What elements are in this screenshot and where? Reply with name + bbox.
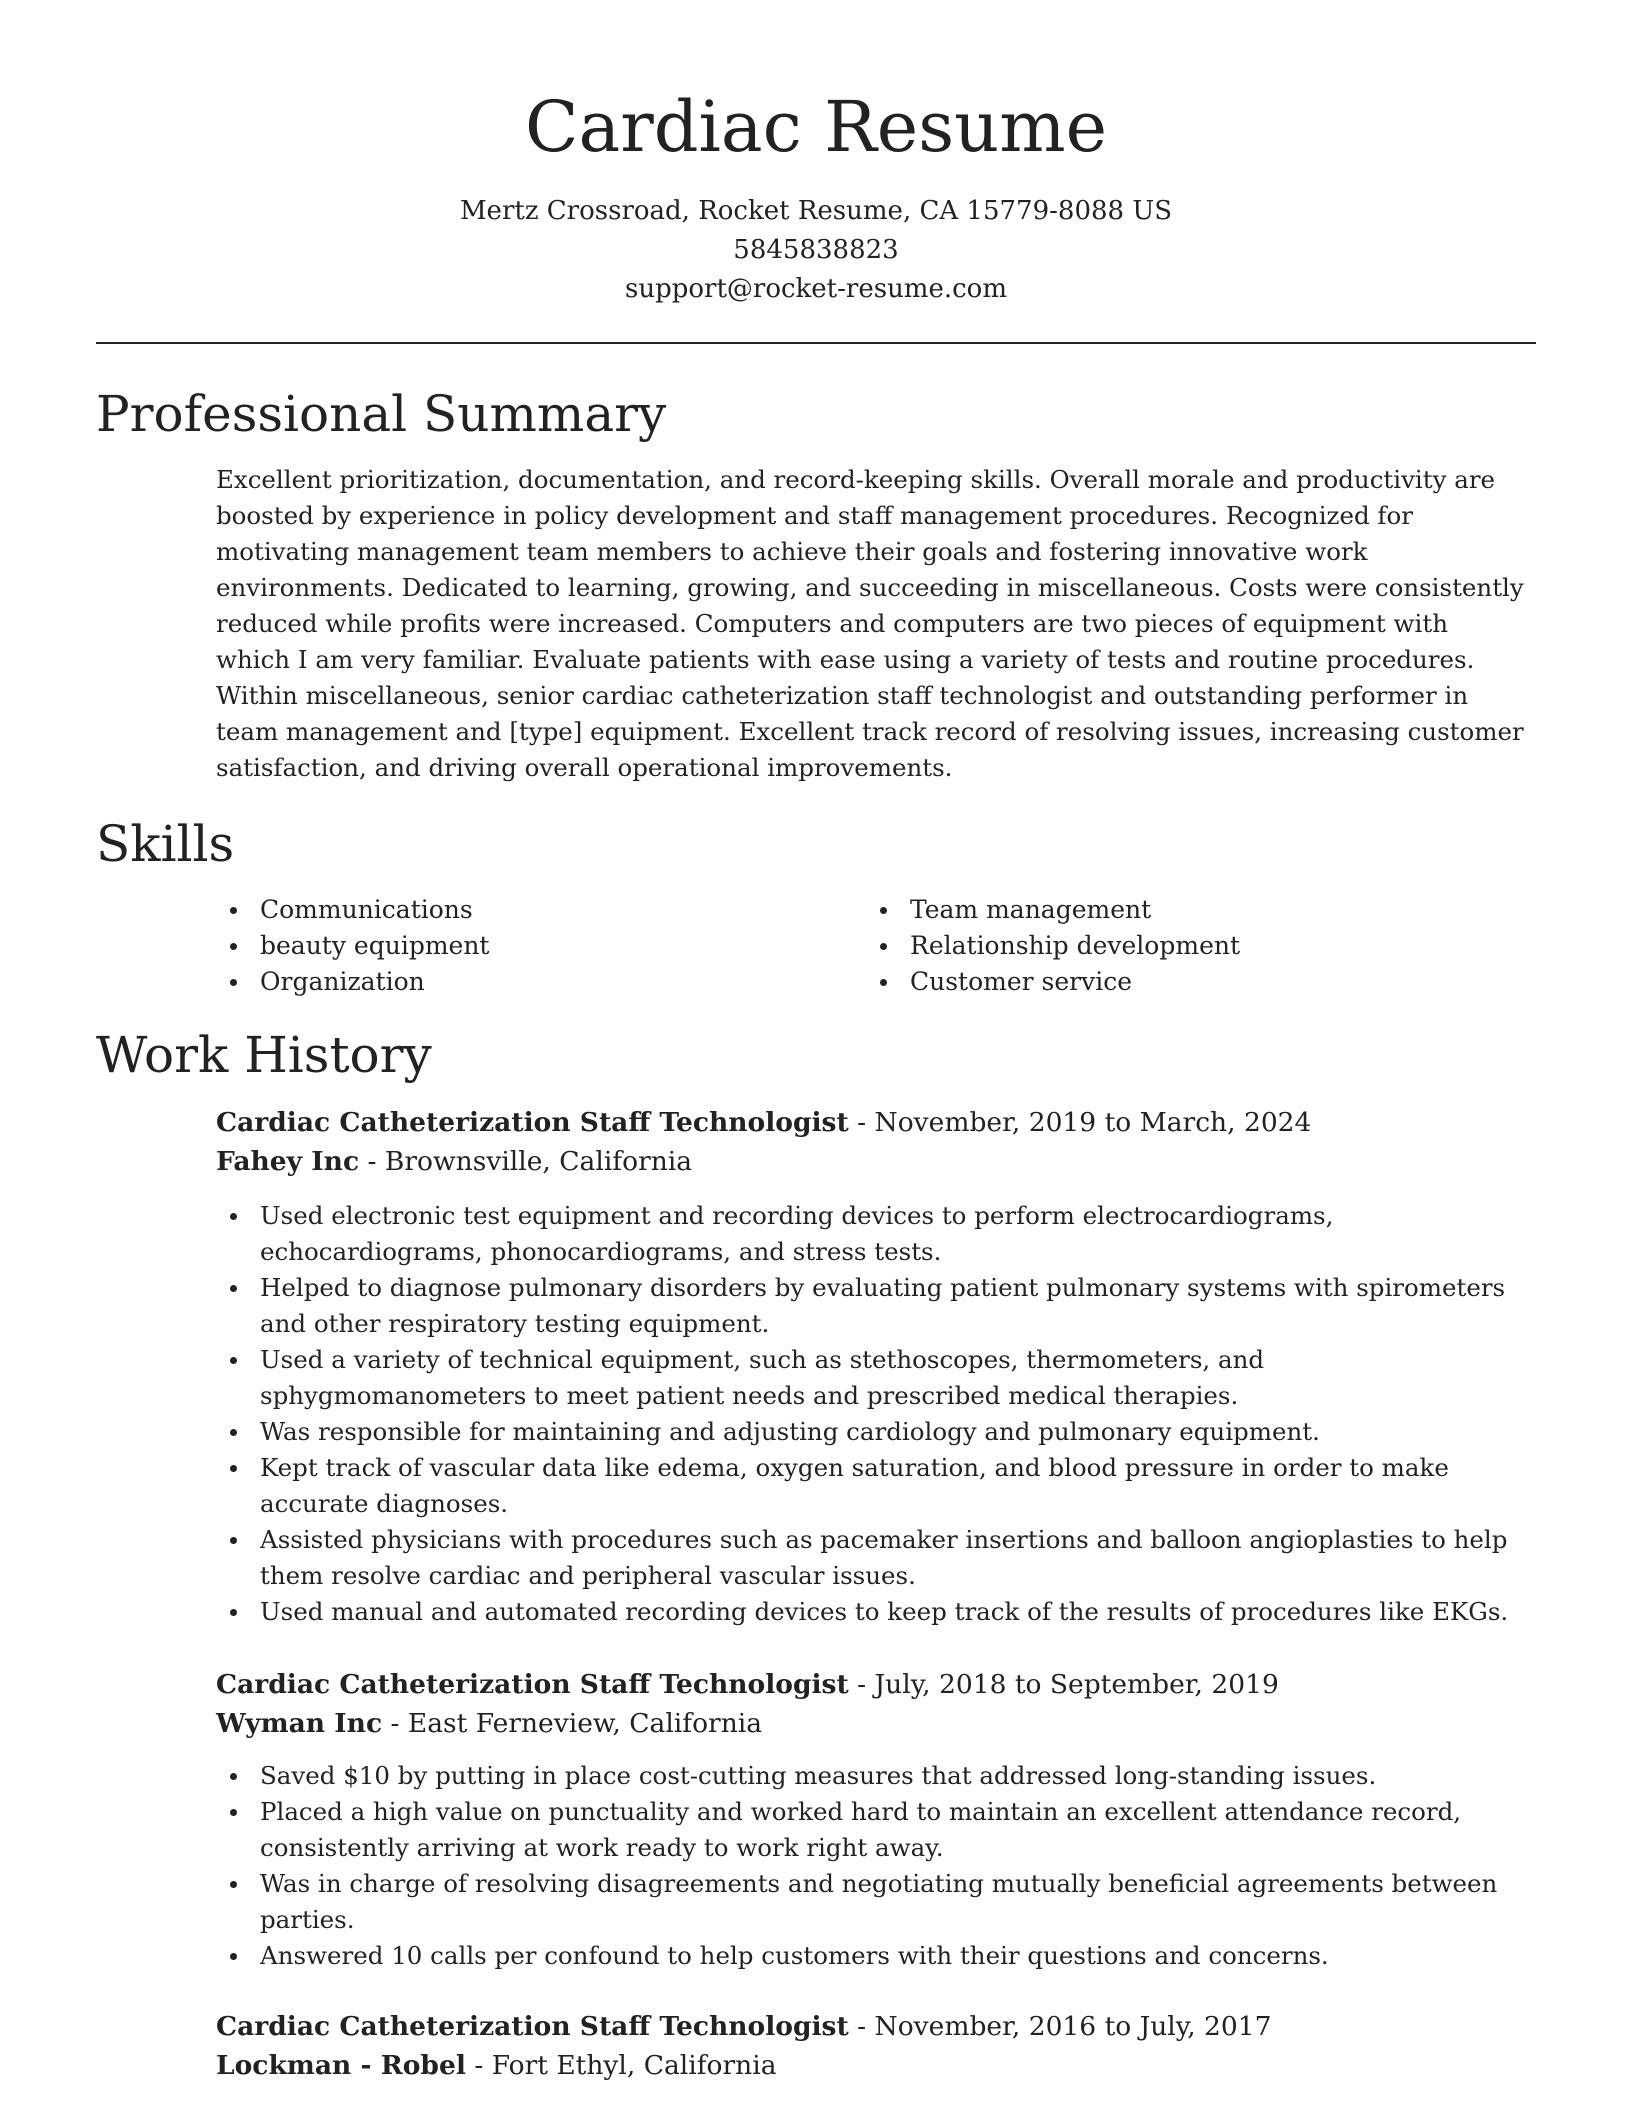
separator: - (382, 1708, 408, 1739)
job-bullet: Saved $10 by putting in place cost-cutting measures that addressed long-standing issues. (216, 1758, 1528, 1794)
job-bullet: Used manual and automated recording devices to keep track of the results of procedures like EKGs. (216, 1594, 1528, 1630)
separator: - (848, 1669, 875, 1700)
job-location: Brownsville, California (384, 1146, 693, 1177)
skill-item: Customer service (866, 964, 1516, 1000)
skills-heading: Skills (96, 815, 235, 873)
job-dates: November, 2016 to July, 2017 (874, 2011, 1272, 2042)
job-bullet: Kept track of vascular data like edema, oxygen saturation, and blood pressure in order to make accurate diagnoses. (216, 1450, 1528, 1522)
separator: - (848, 2011, 875, 2042)
skill-item: beauty equipment (216, 928, 866, 964)
job-bullet: Answered 10 calls per confound to help customers with their questions and concerns. (216, 1938, 1528, 1974)
job-bullet: Used electronic test equipment and recording devices to perform electrocardiograms, echocardiograms, phonocardiograms, and stress tests. (216, 1198, 1528, 1270)
summary-text: Excellent prioritization, documentation, and record-keeping skills. Overall morale and productivity are boosted by experience in policy development and staff management procedures. Recognized for motivating management team members to achieve their goals and fostering innovative work environments. Dedicated to learning, growing, and succeeding in miscellaneous. Costs were consistently reduced while profits were increased. Computers and computers are two pieces of equipment with which I am very familiar. Evaluate patients with ease using a variety of tests and routine procedures. Within miscellaneous, senior cardiac catheterization staff technologist and outstanding performer in team management and [type] equipment. Excellent track record of resolving issues, increasing customer satisfaction, and driving overall operational improvements. (216, 465, 1524, 782)
resume-name: Cardiac Resume (524, 86, 1108, 168)
job-title-line (216, 1104, 1311, 1142)
job-company-line (216, 2047, 777, 2085)
job-company: Wyman Inc (216, 1708, 383, 1739)
job-role: Cardiac Catheterization Staff Technologist (216, 1107, 849, 1138)
job-company-line (216, 1705, 762, 1743)
work-history-heading: Work History (96, 1026, 432, 1084)
job-dates: July, 2018 to September, 2019 (874, 1669, 1279, 1700)
separator: - (848, 1107, 875, 1138)
separator: - (359, 1146, 385, 1177)
skill-item: Communications (216, 892, 866, 928)
summary-heading: Professional Summary (96, 385, 667, 443)
job-bullets (216, 1758, 1528, 1974)
email: support@rocket-resume.com (624, 274, 1007, 304)
contact-info (0, 192, 1632, 309)
job-bullet: Helped to diagnose pulmonary disorders by evaluating patient pulmonary systems with spirometers and other respiratory testing equipment. (216, 1270, 1528, 1342)
job-company: Fahey Inc (216, 1146, 360, 1177)
address: Mertz Crossroad, Rocket Resume, CA 15779-8088 US (459, 196, 1173, 226)
phone: 5845838823 (733, 235, 899, 265)
job-title-line (216, 2008, 1272, 2046)
separator: - (465, 2050, 492, 2081)
job-location: Fort Ethyl, California (491, 2050, 777, 2081)
skill-item: Organization (216, 964, 866, 1000)
job-bullet: Was in charge of resolving disagreements and negotiating mutually beneficial agreements between parties. (216, 1866, 1528, 1938)
job-role: Cardiac Catheterization Staff Technologist (216, 2011, 849, 2042)
job-company: Lockman - Robel (216, 2050, 466, 2081)
job-bullet: Was responsible for maintaining and adjusting cardiology and pulmonary equipment. (216, 1414, 1528, 1450)
job-bullet: Placed a high value on punctuality and worked hard to maintain an excellent attendance record, consistently arriving at work ready to work right away. (216, 1794, 1528, 1866)
job-dates: November, 2019 to March, 2024 (874, 1107, 1312, 1138)
job-bullets (216, 1198, 1528, 1630)
job-role: Cardiac Catheterization Staff Technologist (216, 1669, 849, 1700)
job-location: East Ferneview, California (407, 1708, 763, 1739)
header-divider (96, 342, 1536, 344)
job-title-line (216, 1666, 1279, 1704)
skill-item: Relationship development (866, 928, 1516, 964)
skills-list (216, 892, 1516, 1000)
job-company-line (216, 1143, 692, 1181)
job-bullet: Used a variety of technical equipment, such as stethoscopes, thermometers, and sphygmomanometers to meet patient needs and prescribed medical therapies. (216, 1342, 1528, 1414)
job-bullet: Assisted physicians with procedures such as pacemaker insertions and balloon angioplasties to help them resolve cardiac and peripheral vascular issues. (216, 1522, 1528, 1594)
skill-item: Team management (866, 892, 1516, 928)
